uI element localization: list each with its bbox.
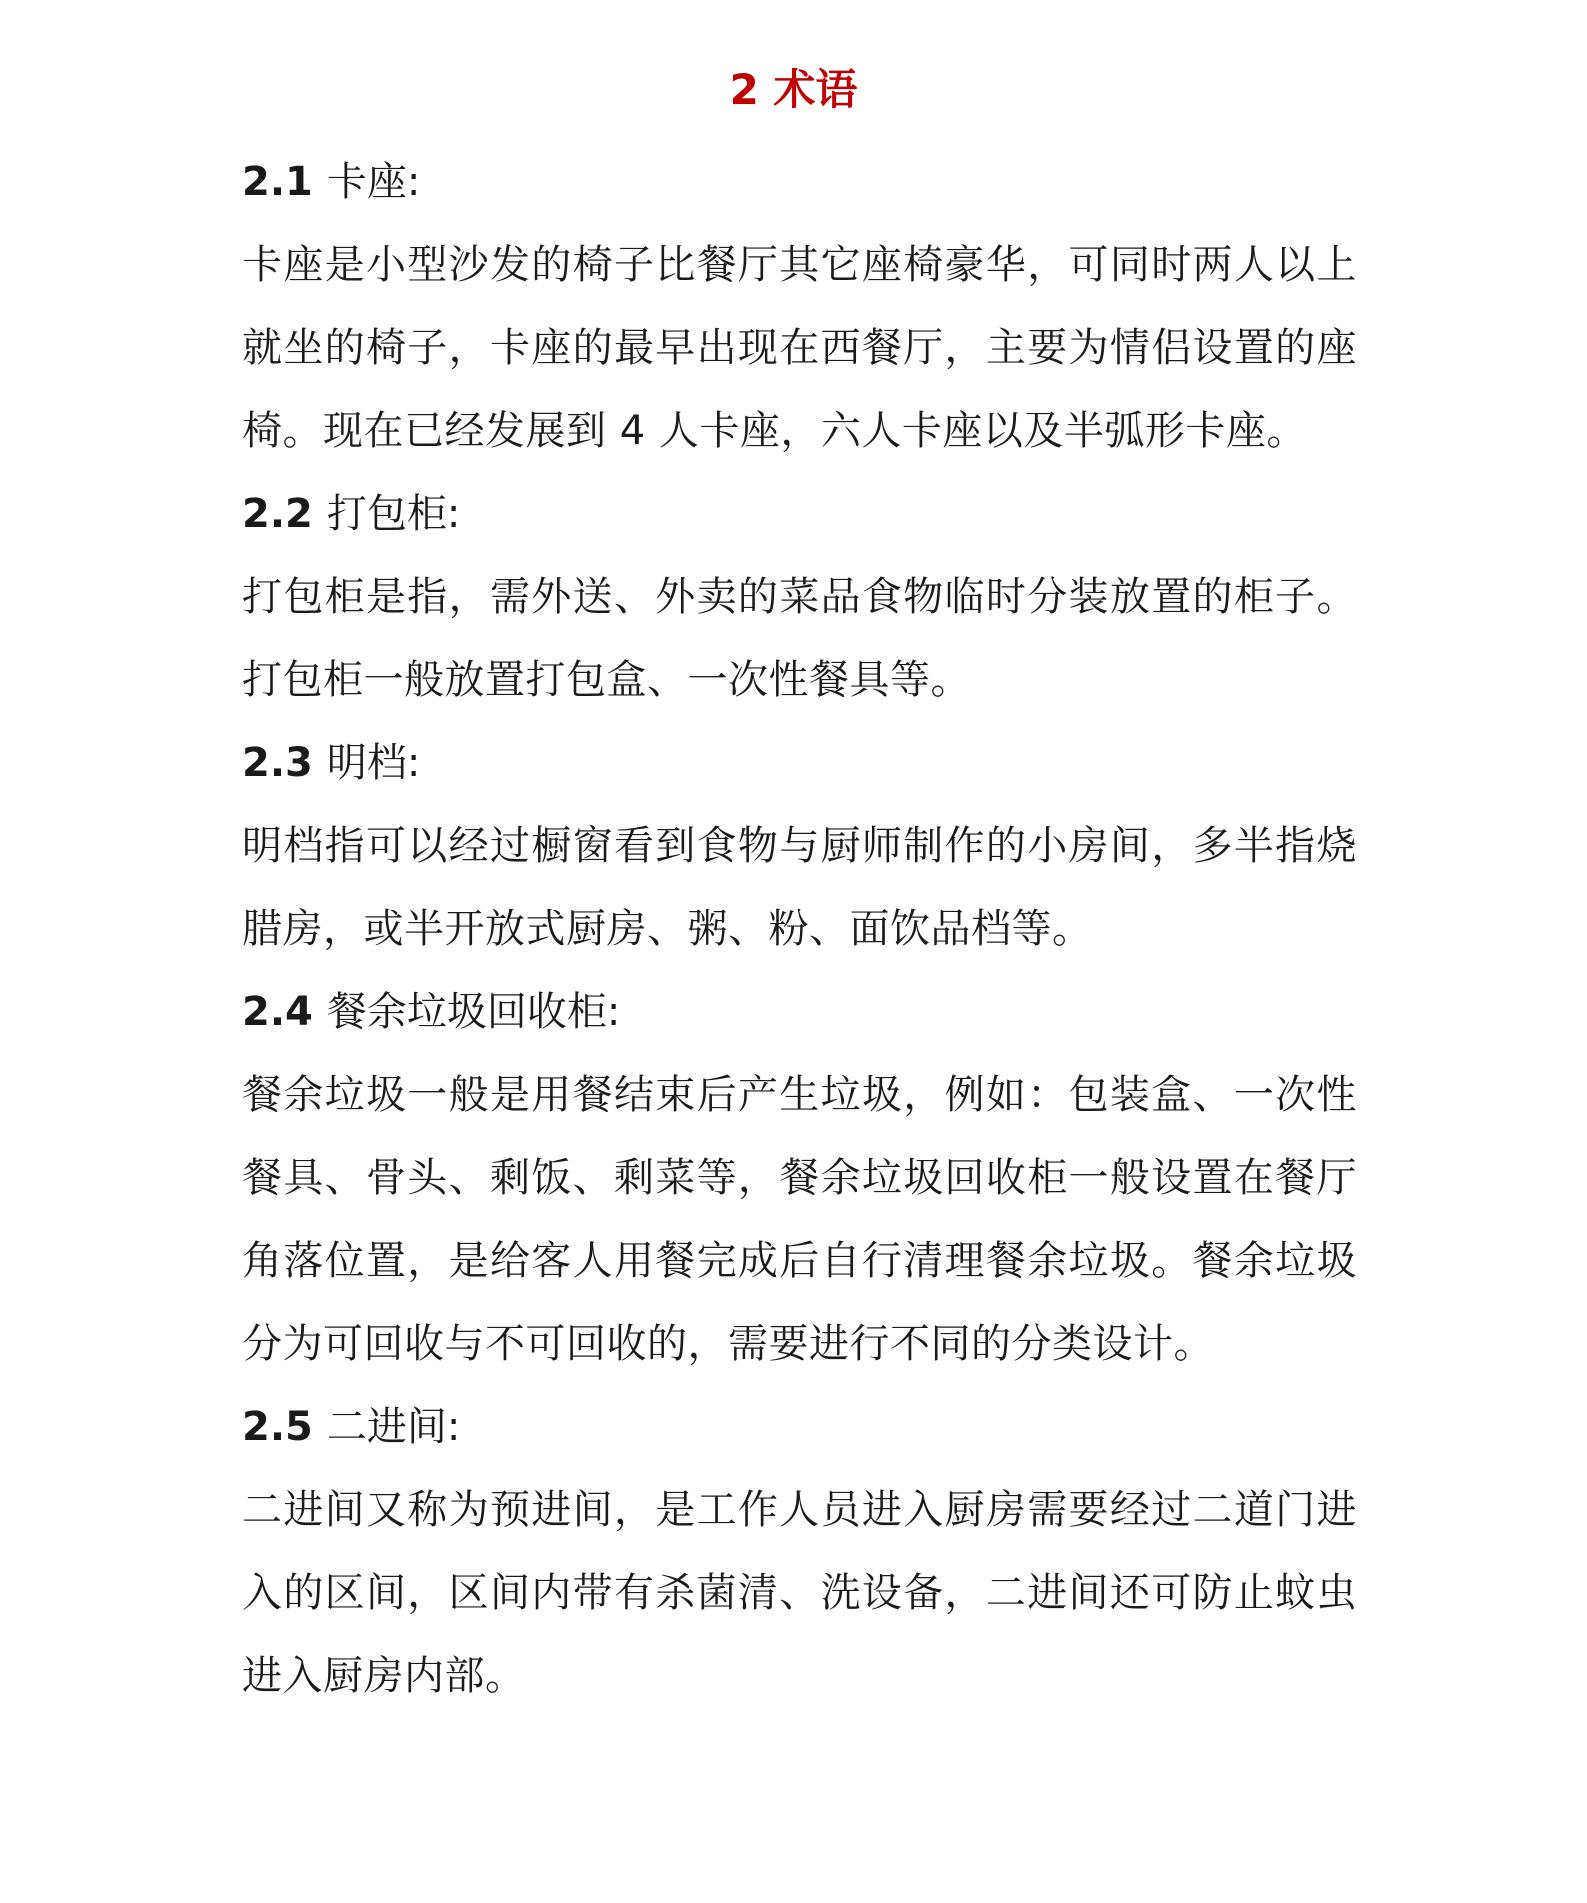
section-term: 明档: <box>326 740 421 786</box>
section-2-4 <box>242 971 1357 1386</box>
section-body: 餐余垃圾一般是用餐结束后产生垃圾，例如：包装盒、一次性餐具、骨头、剩饭、剩菜等，餐余垃圾回收柜一般设置在餐厅角落位置，是给客人用餐完成后自行清理餐余垃圾。餐余垃圾分为可回收与不可回收的，需要进行不同的分类设计。 <box>242 1072 1357 1367</box>
section-term: 餐余垃圾回收柜: <box>326 989 621 1035</box>
section-term: 打包柜: <box>326 491 461 537</box>
section-heading <box>242 141 1357 224</box>
section-2-5 <box>242 1386 1357 1718</box>
section-body: 明档指可以经过橱窗看到食物与厨师制作的小房间，多半指烧腊房，或半开放式厨房、粥、粉、面饮品档等。 <box>242 823 1357 952</box>
section-term: 二进间: <box>326 1404 461 1450</box>
section-number: 2.4 <box>242 989 313 1035</box>
section-number: 2.1 <box>242 159 313 205</box>
section-heading <box>242 971 1357 1054</box>
section-number: 2.5 <box>242 1404 313 1450</box>
document-content <box>242 141 1357 1718</box>
section-number: 2.3 <box>242 740 313 786</box>
document-title: 2 术语 <box>729 65 858 114</box>
section-body: 卡座是小型沙发的椅子比餐厅其它座椅豪华，可同时两人以上就坐的椅子，卡座的最早出现在西餐厅，主要为情侣设置的座椅。现在已经发展到 4 人卡座，六人卡座以及半弧形卡座。 <box>242 242 1357 454</box>
section-2-2 <box>242 473 1357 722</box>
section-2-1 <box>242 141 1357 473</box>
section-body: 二进间又称为预进间，是工作人员进入厨房需要经过二道门进入的区间，区间内带有杀菌清、洗设备，二进间还可防止蚊虫进入厨房内部。 <box>242 1487 1357 1699</box>
section-heading <box>242 473 1357 556</box>
section-heading <box>242 1386 1357 1469</box>
section-body: 打包柜是指，需外送、外卖的菜品食物临时分装放置的柜子。打包柜一般放置打包盒、一次性餐具等。 <box>242 574 1357 703</box>
section-heading <box>242 722 1357 805</box>
section-number: 2.2 <box>242 491 313 537</box>
section-term: 卡座: <box>326 159 421 205</box>
section-2-3 <box>242 722 1357 971</box>
